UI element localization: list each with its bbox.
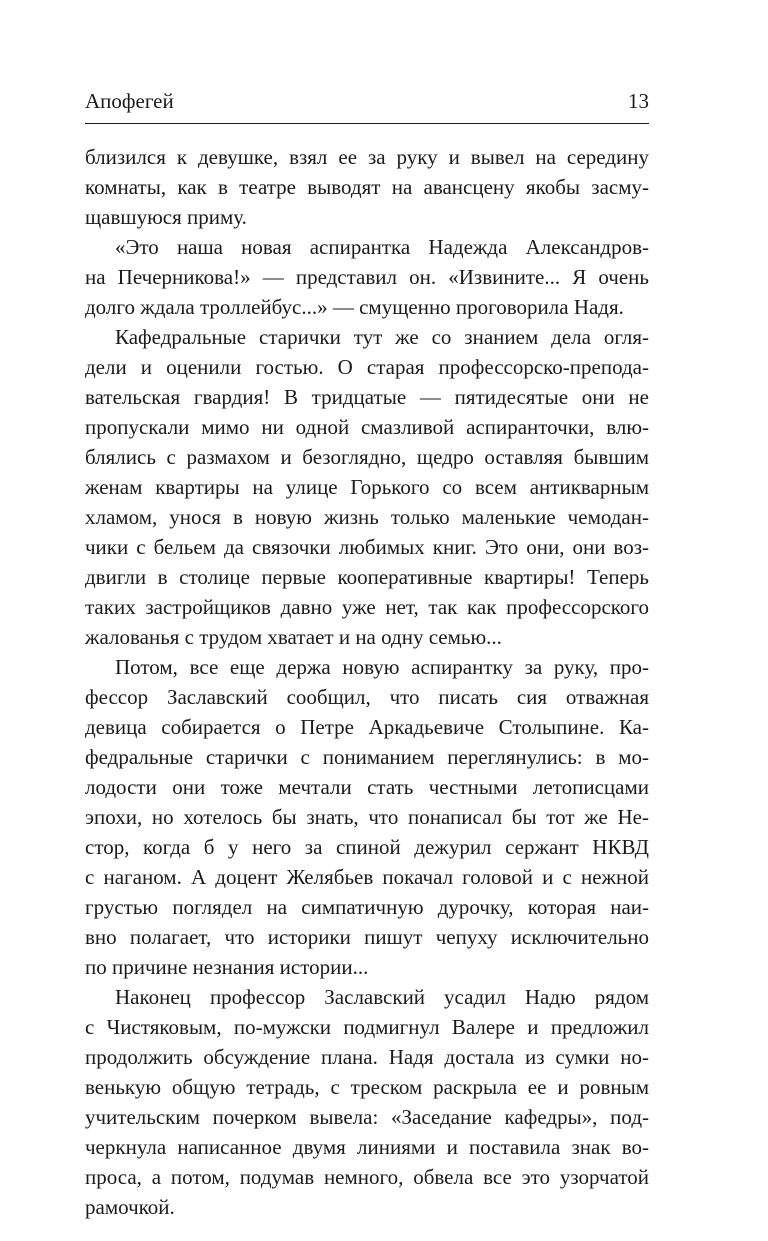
text-line: черкнула написанное двумя линиями и поставила знак во- [85,1135,649,1159]
text-line: с Чистяковым, по-мужски подмигнул Валере и предложил [85,1015,649,1039]
text-line: двигли в столице первые кооперативные квартиры! Теперь [85,565,649,589]
text-line: лодости они тоже мечтали стать честными летописцами [85,775,649,799]
paragraph [85,142,649,232]
text-line: Наконец профессор Заславский усадил Надю рядом [115,985,649,1009]
text-line: вательская гвардия! В тридцатые — пятидесятые они не [85,385,649,409]
text-line: на Печерникова!» — представил он. «Извините... Я очень [85,265,649,289]
paragraph [85,652,649,982]
text-line: по причине незнания истории... [85,955,369,979]
page-number: 13 [628,89,649,113]
paragraph [85,982,649,1222]
paragraph [85,232,649,322]
text-line: стор, когда б у него за спиной дежурил сержант НКВД [85,835,649,859]
text-line: щавшуюся приму. [85,205,247,229]
running-header [85,86,649,116]
book-page [85,0,649,1241]
paragraph [85,322,649,652]
text-line: девица собирается о Петре Аркадьевиче Столыпине. Ка- [85,715,649,739]
text-line: чики с бельем да связочки любимых книг. Это они, они воз- [85,535,649,559]
text-line: фессор Заславский сообщил, что писать сия отважная [85,685,649,709]
text-line: близился к девушке, взял ее за руку и вывел на середину [85,145,649,169]
text-line: учительским почерком вывела: «Заседание кафедры», под- [85,1105,649,1129]
text-line: пропускали мимо ни одной смазливой аспиранточки, влю- [85,415,649,439]
text-line: грустью поглядел на симпатичную дурочку, которая наи- [85,895,649,919]
text-line: хламом, унося в новую жизнь только маленькие чемодан- [85,505,649,529]
text-line: Потом, все еще держа новую аспирантку за руку, про- [115,655,649,679]
header-rule [85,123,649,124]
text-line: проса, а потом, подумав немного, обвела все это узорчатой [85,1165,649,1189]
running-title: Апофегей [85,89,174,113]
text-line: женам квартиры на улице Горького со всем антикварным [85,475,649,499]
text-line: жалованья с трудом хватает и на одну семью... [85,625,502,649]
text-line: вно полагает, что историки пишут чепуху исключительно [85,925,649,949]
text-line: эпохи, но хотелось бы знать, что понаписал бы тот же Не- [85,805,649,829]
text-line: комнаты, как в театре выводят на авансцену якобы засму- [85,175,649,199]
text-line: продолжить обсуждение плана. Надя достала из сумки но- [85,1045,649,1069]
text-line: венькую общую тетрадь, с треском раскрыла ее и ровным [85,1075,649,1099]
body-text [85,142,649,1222]
text-line: таких застройщиков давно уже нет, так как профессорского [85,595,649,619]
text-line: с наганом. А доцент Желябьев покачал головой и с нежной [85,865,649,889]
text-line: «Это наша новая аспирантка Надежда Александров- [115,235,649,259]
text-line: дели и оценили гостью. О старая профессорско-препода- [85,355,649,379]
text-line: блялись с размахом и безоглядно, щедро оставляя бывшим [85,445,649,469]
text-line: долго ждала троллейбус...» — смущенно проговорила Надя. [85,295,624,319]
text-line: рамочкой. [85,1195,175,1219]
text-line: федральные старички с пониманием переглянулись: в мо- [85,745,649,769]
text-line: Кафедральные старички тут же со знанием дела огля- [115,325,649,349]
